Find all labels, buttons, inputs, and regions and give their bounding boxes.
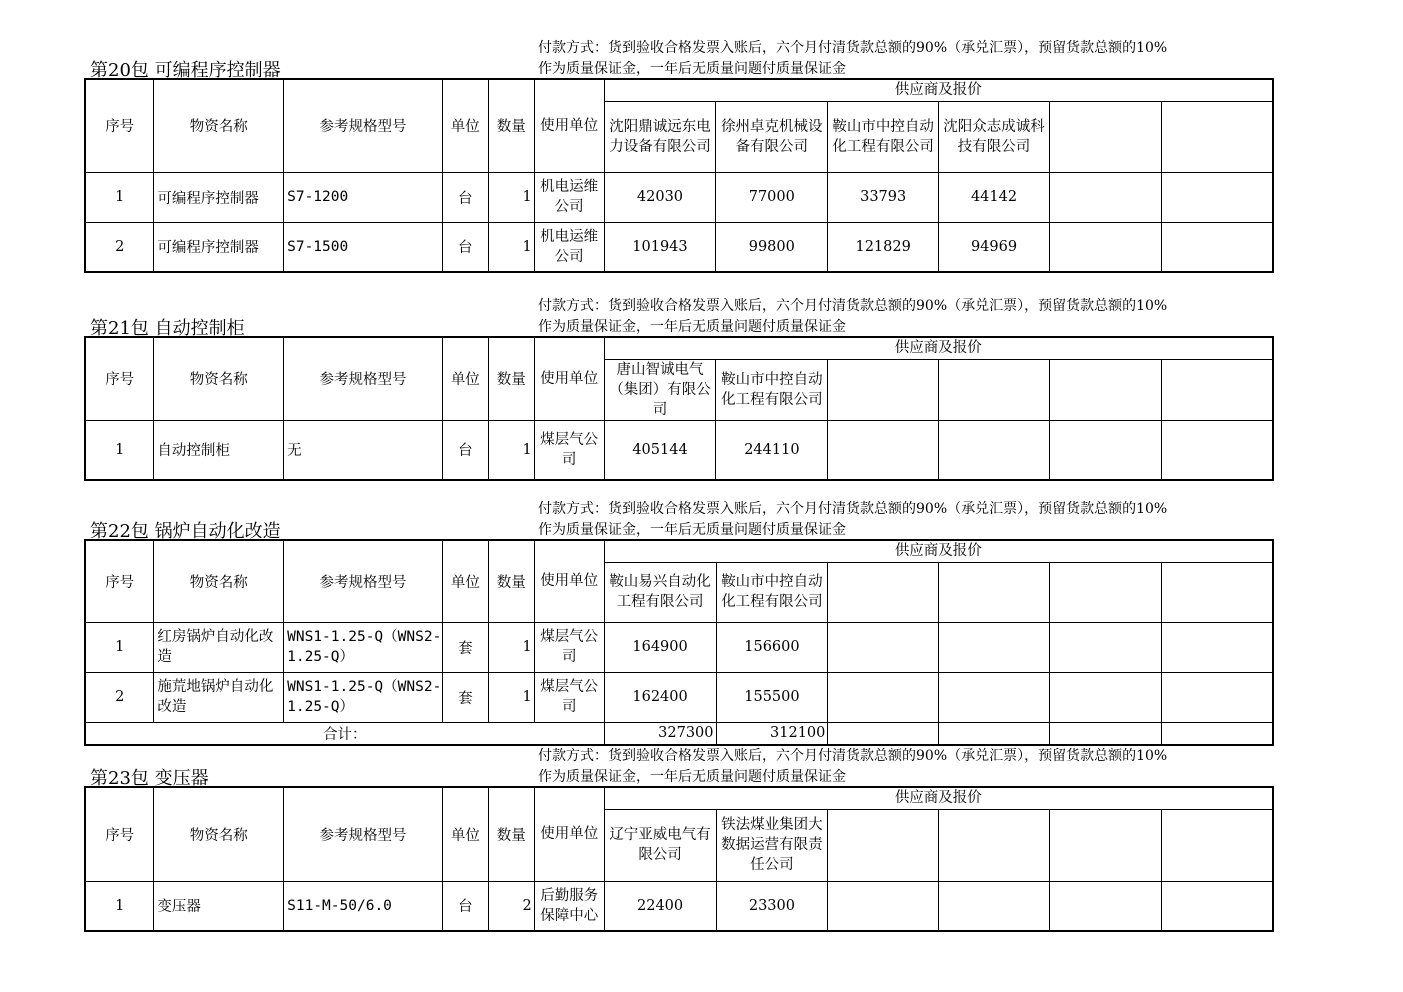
row-price xyxy=(828,622,939,672)
row-unit: 台 xyxy=(442,222,488,272)
row-seq: 1 xyxy=(85,881,154,931)
header-use-unit: 使用单位 xyxy=(534,540,604,622)
payment-terms: 付款方式：货到验收合格发票入账后，六个月付清货款总额的90%（承兑汇票），预留货款总额的10% 作为质量保证金，一年后无质量问题付质量保证金 xyxy=(538,748,1168,785)
header-name: 物资名称 xyxy=(154,540,284,622)
row-spec: WNS1-1.25-Q（WNS2-1.25-Q） xyxy=(284,622,443,672)
supplier-name xyxy=(1161,562,1273,622)
row-seq: 1 xyxy=(85,622,154,672)
row-name: 变压器 xyxy=(154,881,284,931)
supplier-name xyxy=(1161,809,1273,881)
quote-table xyxy=(84,786,1274,932)
header-spec: 参考规格型号 xyxy=(284,337,443,420)
quote-table xyxy=(84,539,1274,746)
row-price: 405144 xyxy=(604,420,716,480)
total-value xyxy=(1161,722,1273,745)
row-spec: WNS1-1.25-Q（WNS2-1.25-Q） xyxy=(284,672,443,722)
table-row xyxy=(85,222,1273,272)
total-value xyxy=(939,722,1050,745)
supplier-name: 辽宁亚威电气有限公司 xyxy=(604,809,716,881)
header-name: 物资名称 xyxy=(154,337,284,420)
row-price: 155500 xyxy=(716,672,828,722)
total-label: 合计： xyxy=(85,722,604,745)
supplier-name xyxy=(1049,809,1161,881)
supplier-name xyxy=(939,359,1050,420)
row-qty: 2 xyxy=(488,881,534,931)
total-value: 312100 xyxy=(716,722,828,745)
row-price xyxy=(1161,672,1273,722)
header-spec: 参考规格型号 xyxy=(284,540,443,622)
row-qty: 1 xyxy=(488,672,534,722)
row-use-unit: 煤层气公司 xyxy=(534,622,604,672)
supplier-name: 鞍山市中控自动化工程有限公司 xyxy=(716,562,828,622)
total-value xyxy=(1049,722,1161,745)
header-suppliers: 供应商及报价 xyxy=(604,337,1273,359)
row-seq: 2 xyxy=(85,222,154,272)
row-price xyxy=(1049,622,1161,672)
supplier-name: 沈阳众志成诚科技有限公司 xyxy=(939,101,1050,172)
header-seq: 序号 xyxy=(85,787,154,881)
supplier-name: 鞍山易兴自动化工程有限公司 xyxy=(604,562,716,622)
row-price: 77000 xyxy=(716,172,828,222)
row-unit: 台 xyxy=(442,881,488,931)
supplier-name xyxy=(939,562,1050,622)
header-seq: 序号 xyxy=(85,337,154,420)
table-row xyxy=(85,672,1273,722)
row-price xyxy=(1049,672,1161,722)
supplier-name xyxy=(1161,359,1273,420)
package-title: 第23包 变压器 xyxy=(90,768,209,789)
header-qty: 数量 xyxy=(488,79,534,172)
header-unit: 单位 xyxy=(442,337,488,420)
header-use-unit: 使用单位 xyxy=(534,787,604,881)
row-price xyxy=(939,420,1050,480)
header-use-unit: 使用单位 xyxy=(534,337,604,420)
row-use-unit: 后勤服务保障中心 xyxy=(534,881,604,931)
supplier-name xyxy=(828,359,939,420)
row-seq: 2 xyxy=(85,672,154,722)
row-use-unit: 机电运维公司 xyxy=(534,222,604,272)
row-use-unit: 机电运维公司 xyxy=(534,172,604,222)
payment-terms: 付款方式：货到验收合格发票入账后，六个月付清货款总额的90%（承兑汇票），预留货款总额的10% 作为质量保证金，一年后无质量问题付质量保证金 xyxy=(538,40,1168,77)
header-suppliers: 供应商及报价 xyxy=(604,787,1273,809)
row-price xyxy=(1161,881,1273,931)
row-unit: 台 xyxy=(442,172,488,222)
row-price: 22400 xyxy=(604,881,716,931)
row-qty: 1 xyxy=(488,222,534,272)
header-spec: 参考规格型号 xyxy=(284,79,443,172)
row-price: 42030 xyxy=(604,172,716,222)
header-unit: 单位 xyxy=(442,540,488,622)
supplier-name xyxy=(1161,101,1273,172)
row-price: 164900 xyxy=(604,622,716,672)
header-unit: 单位 xyxy=(442,79,488,172)
row-price: 33793 xyxy=(828,172,939,222)
row-price: 94969 xyxy=(939,222,1050,272)
header-spec: 参考规格型号 xyxy=(284,787,443,881)
supplier-name xyxy=(1049,101,1161,172)
row-price xyxy=(828,881,939,931)
quote-table xyxy=(84,336,1274,481)
row-price xyxy=(828,672,939,722)
supplier-name: 唐山智诚电气（集团）有限公司 xyxy=(604,359,716,420)
row-price xyxy=(1161,420,1273,480)
header-qty: 数量 xyxy=(488,337,534,420)
header-suppliers: 供应商及报价 xyxy=(604,79,1273,101)
row-price: 156600 xyxy=(716,622,828,672)
row-spec: 无 xyxy=(284,420,443,480)
table-row xyxy=(85,172,1273,222)
row-unit: 套 xyxy=(442,672,488,722)
row-price: 23300 xyxy=(716,881,828,931)
row-price xyxy=(1049,420,1161,480)
package-title: 第21包 自动控制柜 xyxy=(90,318,245,339)
supplier-name: 徐州卓克机械设备有限公司 xyxy=(716,101,828,172)
supplier-name xyxy=(1049,359,1161,420)
row-unit: 台 xyxy=(442,420,488,480)
row-name: 红房锅炉自动化改造 xyxy=(154,622,284,672)
supplier-name: 铁法煤业集团大数据运营有限责任公司 xyxy=(716,809,828,881)
payment-terms: 付款方式：货到验收合格发票入账后，六个月付清货款总额的90%（承兑汇票），预留货款总额的10% 作为质量保证金，一年后无质量问题付质量保证金 xyxy=(538,501,1168,538)
row-qty: 1 xyxy=(488,622,534,672)
row-unit: 套 xyxy=(442,622,488,672)
row-spec: S7-1200 xyxy=(284,172,443,222)
payment-terms: 付款方式：货到验收合格发票入账后，六个月付清货款总额的90%（承兑汇票），预留货款总额的10% 作为质量保证金，一年后无质量问题付质量保证金 xyxy=(538,298,1168,335)
row-price: 44142 xyxy=(939,172,1050,222)
supplier-name xyxy=(828,809,939,881)
row-name: 可编程序控制器 xyxy=(154,222,284,272)
table-row xyxy=(85,881,1273,931)
header-seq: 序号 xyxy=(85,79,154,172)
row-name: 自动控制柜 xyxy=(154,420,284,480)
row-price xyxy=(939,672,1050,722)
total-value: 327300 xyxy=(604,722,716,745)
row-qty: 1 xyxy=(488,172,534,222)
header-seq: 序号 xyxy=(85,540,154,622)
header-name: 物资名称 xyxy=(154,787,284,881)
row-spec: S7-1500 xyxy=(284,222,443,272)
row-price: 121829 xyxy=(828,222,939,272)
row-price xyxy=(1161,222,1273,272)
supplier-name: 鞍山市中控自动化工程有限公司 xyxy=(828,101,939,172)
row-price xyxy=(828,420,939,480)
row-name: 施荒地锅炉自动化改造 xyxy=(154,672,284,722)
header-use-unit: 使用单位 xyxy=(534,79,604,172)
row-price: 99800 xyxy=(716,222,828,272)
row-price xyxy=(939,881,1050,931)
supplier-name xyxy=(1049,562,1161,622)
row-price xyxy=(1161,622,1273,672)
row-seq: 1 xyxy=(85,172,154,222)
row-use-unit: 煤层气公司 xyxy=(534,672,604,722)
supplier-name xyxy=(828,562,939,622)
row-price: 244110 xyxy=(716,420,828,480)
row-name: 可编程序控制器 xyxy=(154,172,284,222)
row-use-unit: 煤层气公司 xyxy=(534,420,604,480)
header-qty: 数量 xyxy=(488,540,534,622)
supplier-name xyxy=(939,809,1050,881)
row-price xyxy=(939,622,1050,672)
supplier-name: 沈阳鼎诚远东电力设备有限公司 xyxy=(604,101,716,172)
row-price xyxy=(1161,172,1273,222)
header-qty: 数量 xyxy=(488,787,534,881)
row-price xyxy=(1049,222,1161,272)
quote-table xyxy=(84,78,1274,273)
row-seq: 1 xyxy=(85,420,154,480)
row-spec: S11-M-50/6.0 xyxy=(284,881,443,931)
table-row xyxy=(85,622,1273,672)
row-price: 101943 xyxy=(604,222,716,272)
total-value xyxy=(828,722,939,745)
supplier-name: 鞍山市中控自动化工程有限公司 xyxy=(716,359,828,420)
row-price xyxy=(1049,172,1161,222)
row-price xyxy=(1049,881,1161,931)
header-name: 物资名称 xyxy=(154,79,284,172)
header-unit: 单位 xyxy=(442,787,488,881)
row-price: 162400 xyxy=(604,672,716,722)
row-qty: 1 xyxy=(488,420,534,480)
table-row xyxy=(85,420,1273,480)
package-title: 第22包 锅炉自动化改造 xyxy=(90,521,281,542)
package-title: 第20包 可编程序控制器 xyxy=(90,60,281,81)
header-suppliers: 供应商及报价 xyxy=(604,540,1273,562)
total-row xyxy=(85,722,1273,745)
